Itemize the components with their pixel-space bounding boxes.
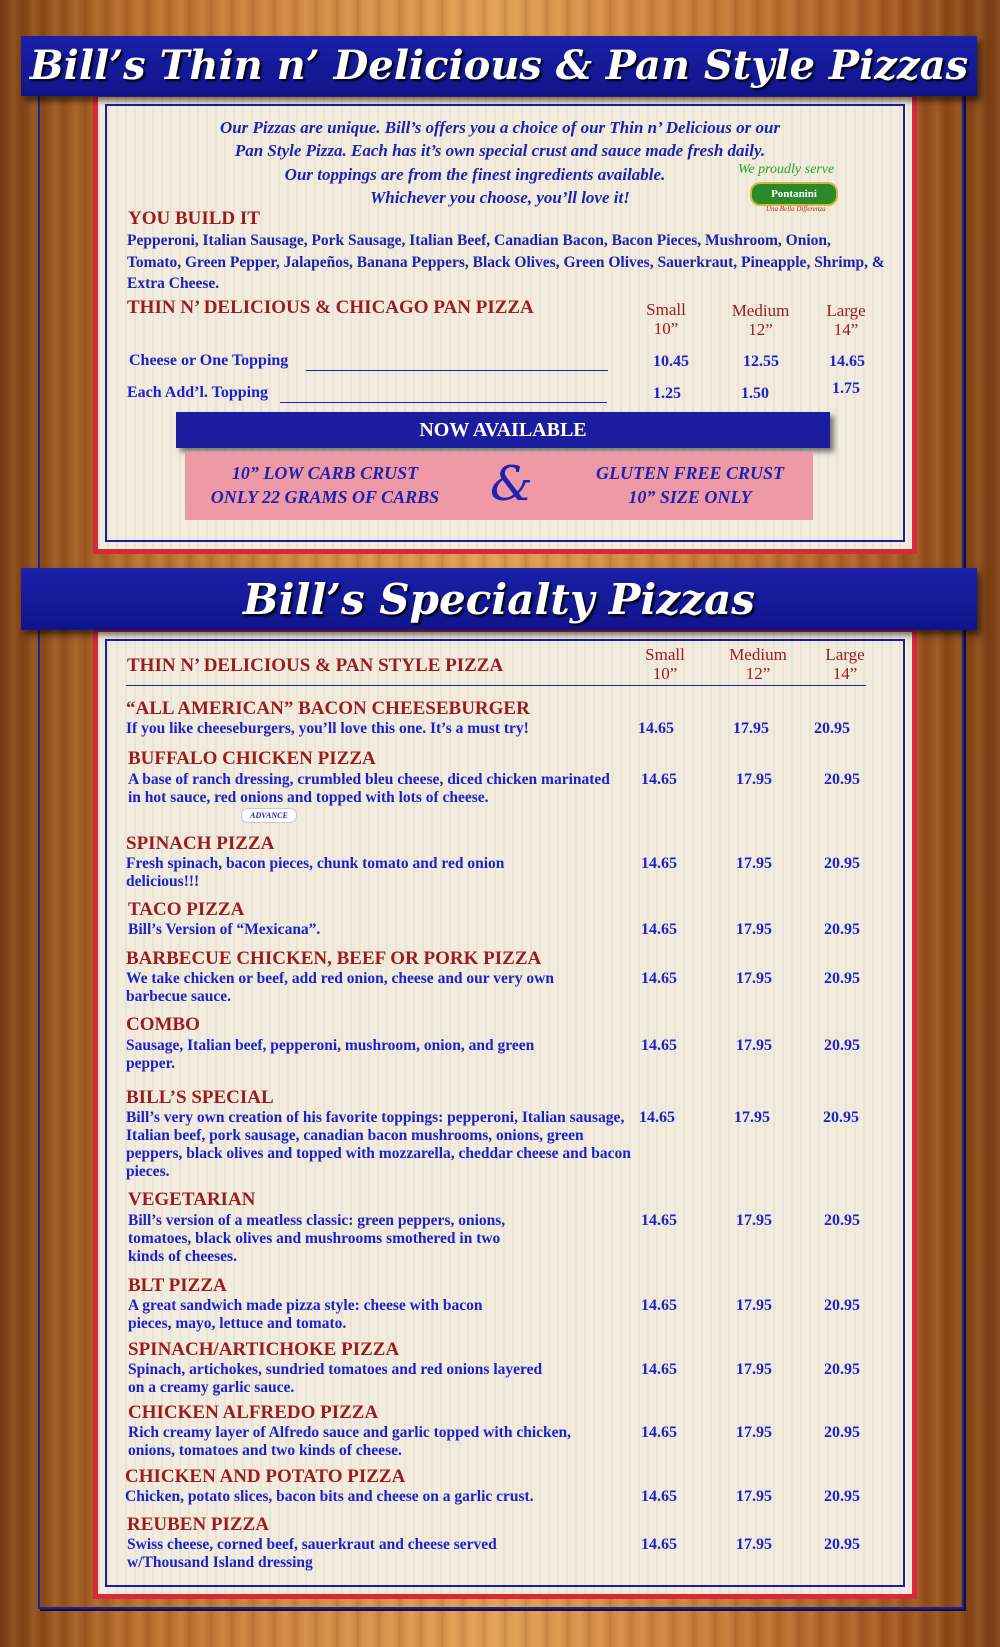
item-description: Fresh spinach, bacon pieces, chunk tomato and red onion delicious!!! <box>126 855 505 890</box>
price-small: 1.25 <box>653 385 681 402</box>
specialty-table-heading: THIN N’ DELICIOUS & PAN STYLE PIZZA <box>127 655 504 676</box>
advance-logo: ADVANCE <box>241 808 297 823</box>
build-table-heading: THIN N’ DELICIOUS & CHICAGO PAN PIZZA <box>127 297 534 318</box>
price-medium: 17.95 <box>736 1297 772 1314</box>
price-medium: 17.95 <box>736 1424 772 1441</box>
item-title: BILL’S SPECIAL <box>126 1087 274 1108</box>
ampersand: & <box>490 456 533 512</box>
price-row-label: Cheese or One Topping <box>129 352 289 369</box>
price-small: 14.65 <box>641 1488 677 1505</box>
price-small: 14.65 <box>641 1297 677 1314</box>
price-medium: 17.95 <box>733 720 769 737</box>
item-description: Chicken, potato slices, bacon bits and cheese on a garlic crust. <box>125 1488 534 1505</box>
intro-line-1: Our Pizzas are unique. Bill’s offers you a choice of our Thin n’ Delicious or our <box>219 118 781 137</box>
item-description: Bill’s version of a meatless classic: green peppers, onions, tomatoes, black olives and mushrooms smothered in two kinds of cheeses. <box>128 1212 506 1265</box>
price-large: 20.95 <box>824 921 860 938</box>
price-large: 20.95 <box>824 1488 860 1505</box>
price-small: 14.65 <box>641 970 677 987</box>
price-large: 20.95 <box>824 771 860 788</box>
item-title: CHICKEN AND POTATO PIZZA <box>125 1466 406 1487</box>
price-small: 14.65 <box>641 855 677 872</box>
price-small: 14.65 <box>638 720 674 737</box>
pontanini-tagline: Una Bella Differenza <box>766 205 826 213</box>
intro-line-4: Whichever you choose, you’ll love it! <box>370 188 630 207</box>
size-medium-header: Medium 12” <box>729 645 787 683</box>
price-medium: 12.55 <box>743 353 779 370</box>
item-title: TACO PIZZA <box>128 899 245 920</box>
price-medium: 1.50 <box>741 385 769 402</box>
proudly-serve-text: We proudly serve <box>738 162 835 177</box>
item-description: If you like cheeseburgers, you’ll love this one. It’s a must try! <box>126 720 529 737</box>
price-large: 20.95 <box>824 970 860 987</box>
item-title: BLT PIZZA <box>128 1275 227 1296</box>
price-small: 10.45 <box>653 353 689 370</box>
you-build-it-title: YOU BUILD IT <box>128 208 260 229</box>
price-small: 14.65 <box>641 1536 677 1553</box>
item-description: A base of ranch dressing, crumbled bleu cheese, diced chicken marinated in hot sauce, red onions and topped with lots of cheese. <box>128 771 610 806</box>
price-large: 20.95 <box>824 1212 860 1229</box>
item-title: COMBO <box>126 1014 200 1035</box>
item-title: REUBEN PIZZA <box>127 1514 269 1535</box>
item-description: Swiss cheese, corned beef, sauerkraut and cheese served w/Thousand Island dressing <box>127 1536 497 1571</box>
price-medium: 17.95 <box>734 1109 770 1126</box>
size-large-header: Large 14” <box>825 645 865 683</box>
price-medium: 17.95 <box>736 1361 772 1378</box>
item-title: SPINACH/ARTICHOKE PIZZA <box>128 1339 400 1360</box>
item-description: Rich creamy layer of Alfredo sauce and garlic topped with chicken, onions, tomatoes and two kinds of cheese. <box>128 1424 572 1459</box>
intro-line-3: Our toppings are from the finest ingredients available. <box>284 165 666 184</box>
price-large: 20.95 <box>824 1361 860 1378</box>
price-large: 1.75 <box>832 380 860 397</box>
price-small: 14.65 <box>641 1424 677 1441</box>
price-large: 14.65 <box>829 353 865 370</box>
pontanini-logo: Pontanini <box>750 182 838 206</box>
item-title: CHICKEN ALFREDO PIZZA <box>128 1402 379 1423</box>
price-medium: 17.95 <box>736 970 772 987</box>
size-small-header: Small 10” <box>645 645 685 683</box>
item-title: BARBECUE CHICKEN, BEEF OR PORK PIZZA <box>126 948 542 969</box>
item-title: VEGETARIAN <box>128 1189 256 1210</box>
size-medium-header: Medium 12” <box>731 301 790 339</box>
price-large: 20.95 <box>814 720 850 737</box>
price-medium: 17.95 <box>736 771 772 788</box>
price-small: 14.65 <box>641 1361 677 1378</box>
price-medium: 17.95 <box>736 1037 772 1054</box>
low-carb-crust-text: 10” LOW CARB CRUST ONLY 22 GRAMS OF CARBS <box>210 463 440 507</box>
item-description: Bill’s very own creation of his favorite toppings: pepperoni, Italian sausage, Italian beef, pork sausage, canadian bacon mushrooms, onions, green peppers, black olives and topped with mozzarella, cheddar cheese and bacon pieces. <box>126 1109 631 1180</box>
price-small: 14.65 <box>641 1037 677 1054</box>
size-small-header: Small 10” <box>646 300 686 338</box>
price-large: 20.95 <box>823 1109 859 1126</box>
intro-line-2: Pan Style Pizza. Each has it’s own special crust and sauce made fresh daily. <box>234 141 766 160</box>
leader-line <box>306 370 608 371</box>
item-title: “ALL AMERICAN” BACON CHEESEBURGER <box>126 698 530 719</box>
item-description: Sausage, Italian beef, pepperoni, mushroom, onion, and green pepper. <box>126 1037 535 1072</box>
gluten-free-crust-text: GLUTEN FREE CRUST 10” SIZE ONLY <box>595 463 785 507</box>
header-rule <box>126 685 866 686</box>
price-small: 14.65 <box>641 1212 677 1229</box>
price-large: 20.95 <box>824 855 860 872</box>
price-medium: 17.95 <box>736 921 772 938</box>
price-large: 20.95 <box>824 1037 860 1054</box>
item-title: SPINACH PIZZA <box>126 833 275 854</box>
leader-line <box>280 402 607 403</box>
price-medium: 17.95 <box>736 1488 772 1505</box>
item-description: Spinach, artichokes, sundried tomatoes and red onions layered on a creamy garlic sauce. <box>128 1361 543 1396</box>
item-title: BUFFALO CHICKEN PIZZA <box>128 748 376 769</box>
specialty-title-banner: Bill’s Specialty Pizzas <box>21 568 977 630</box>
price-small: 14.65 <box>641 921 677 938</box>
price-row-label: Each Add’l. Topping <box>127 384 268 401</box>
price-large: 20.95 <box>824 1297 860 1314</box>
price-small: 14.65 <box>641 771 677 788</box>
price-large: 20.95 <box>824 1536 860 1553</box>
price-large: 20.95 <box>824 1424 860 1441</box>
item-description: Bill’s Version of “Mexicana”. <box>128 921 321 938</box>
main-title-banner: Bill’s Thin n’ Delicious & Pan Style Pizzas <box>21 36 977 96</box>
price-small: 14.65 <box>639 1109 675 1126</box>
price-medium: 17.95 <box>736 1536 772 1553</box>
price-medium: 17.95 <box>736 1212 772 1229</box>
now-available-banner: NOW AVAILABLE <box>176 412 830 448</box>
size-large-header: Large 14” <box>826 301 866 339</box>
item-description: A great sandwich made pizza style: cheese with bacon pieces, mayo, lettuce and tomato. <box>128 1297 483 1332</box>
price-medium: 17.95 <box>736 855 772 872</box>
toppings-list: Pepperoni, Italian Sausage, Pork Sausage, Italian Beef, Canadian Bacon, Bacon Pieces, Mushroom, Onion, Tomato, Green Pepper, Jalapeños, Banana Peppers, Black Olives, Green Olives, Sauerkraut, Pineapple, Shrimp, & Extra Cheese. <box>127 232 885 292</box>
item-description: We take chicken or beef, add red onion, cheese and our very own barbecue sauce. <box>126 970 554 1005</box>
